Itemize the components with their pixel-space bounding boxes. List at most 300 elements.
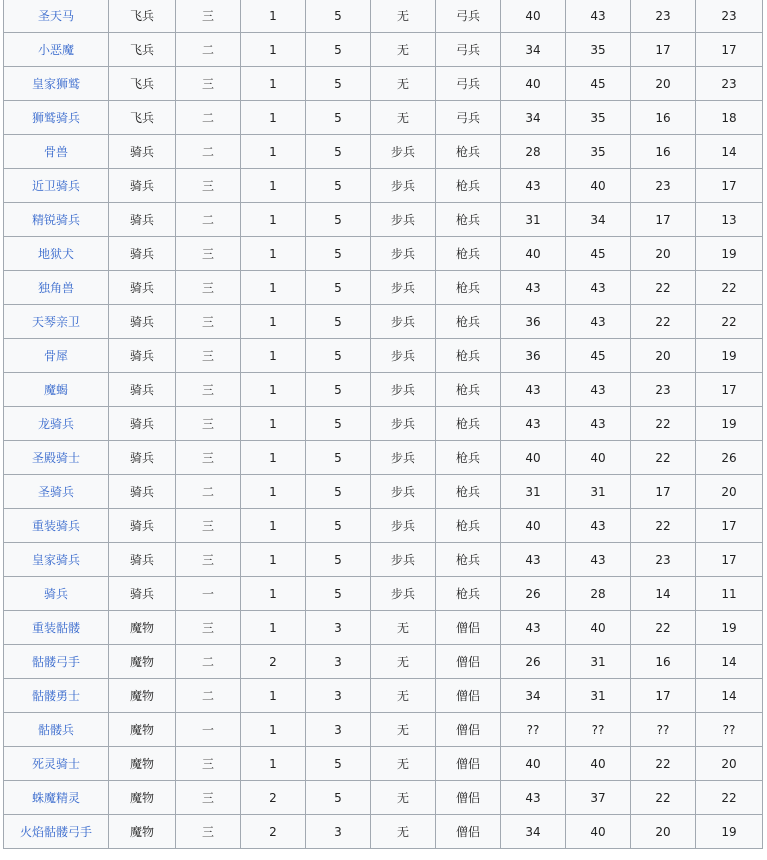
unit-tier: 三 <box>176 0 241 33</box>
counter-type: 步兵 <box>371 339 436 373</box>
counter-type: 步兵 <box>371 373 436 407</box>
unit-name-link[interactable]: 独角兽 <box>4 271 109 305</box>
unit-name-link[interactable]: 圣天马 <box>4 0 109 33</box>
weak-against: 僧侣 <box>436 781 501 815</box>
table-row <box>4 407 763 441</box>
weak-against: 弓兵 <box>436 101 501 135</box>
unit-type: 骑兵 <box>109 475 176 509</box>
cell-value-1: 1 <box>241 373 306 407</box>
stat-3: 22 <box>631 407 696 441</box>
table-row <box>4 67 763 101</box>
stat-2: 31 <box>566 475 631 509</box>
counter-type: 步兵 <box>371 407 436 441</box>
stat-4: 17 <box>696 509 763 543</box>
unit-tier: 二 <box>176 203 241 237</box>
stat-1: 26 <box>501 577 566 611</box>
stat-3: 17 <box>631 33 696 67</box>
stat-4: 14 <box>696 679 763 713</box>
unit-name-link[interactable]: 天琴亲卫 <box>4 305 109 339</box>
stat-3: 20 <box>631 815 696 849</box>
cell-value-1: 1 <box>241 339 306 373</box>
weak-against: 僧侣 <box>436 747 501 781</box>
unit-name-link[interactable]: 小恶魔 <box>4 33 109 67</box>
table-row <box>4 305 763 339</box>
unit-tier: 三 <box>176 67 241 101</box>
unit-name-link[interactable]: 骑兵 <box>4 577 109 611</box>
unit-name-link[interactable]: 骷髅弓手 <box>4 645 109 679</box>
cell-value-1: 1 <box>241 305 306 339</box>
weak-against: 僧侣 <box>436 645 501 679</box>
weak-against: 僧侣 <box>436 679 501 713</box>
unit-name-link[interactable]: 重装骷髅 <box>4 611 109 645</box>
cell-value-2: 3 <box>306 815 371 849</box>
weak-against: 枪兵 <box>436 373 501 407</box>
cell-value-2: 5 <box>306 33 371 67</box>
stat-2: 40 <box>566 441 631 475</box>
counter-type: 步兵 <box>371 237 436 271</box>
unit-name-link[interactable]: 魔蝎 <box>4 373 109 407</box>
table-row <box>4 543 763 577</box>
stat-4: 13 <box>696 203 763 237</box>
counter-type: 步兵 <box>371 475 436 509</box>
stat-1: 31 <box>501 475 566 509</box>
stat-4: 14 <box>696 135 763 169</box>
unit-tier: 三 <box>176 747 241 781</box>
cell-value-1: 2 <box>241 781 306 815</box>
stat-1: 34 <box>501 33 566 67</box>
stat-1: 43 <box>501 169 566 203</box>
stat-4: 17 <box>696 169 763 203</box>
unit-tier: 三 <box>176 543 241 577</box>
stat-4: 19 <box>696 815 763 849</box>
stat-3: 22 <box>631 441 696 475</box>
unit-name-link[interactable]: 圣殿骑士 <box>4 441 109 475</box>
stat-1: 36 <box>501 305 566 339</box>
table-row <box>4 271 763 305</box>
stat-2: 43 <box>566 407 631 441</box>
unit-type: 骑兵 <box>109 203 176 237</box>
unit-type: 飞兵 <box>109 101 176 135</box>
unit-type: 骑兵 <box>109 577 176 611</box>
table-row <box>4 509 763 543</box>
unit-type: 骑兵 <box>109 237 176 271</box>
counter-type: 无 <box>371 713 436 747</box>
unit-tier: 二 <box>176 101 241 135</box>
cell-value-1: 1 <box>241 407 306 441</box>
unit-type: 飞兵 <box>109 67 176 101</box>
unit-name-link[interactable]: 骷髅勇士 <box>4 679 109 713</box>
unit-tier: 三 <box>176 441 241 475</box>
counter-type: 步兵 <box>371 203 436 237</box>
unit-name-link[interactable]: 骨犀 <box>4 339 109 373</box>
table-row <box>4 577 763 611</box>
cell-value-1: 1 <box>241 33 306 67</box>
cell-value-1: 1 <box>241 203 306 237</box>
cell-value-2: 5 <box>306 543 371 577</box>
counter-type: 无 <box>371 747 436 781</box>
stat-4: ?? <box>696 713 763 747</box>
unit-type: 魔物 <box>109 747 176 781</box>
counter-type: 步兵 <box>371 543 436 577</box>
unit-type: 魔物 <box>109 645 176 679</box>
unit-name-link[interactable]: 精锐骑兵 <box>4 203 109 237</box>
unit-type: 飞兵 <box>109 0 176 33</box>
stat-3: 23 <box>631 373 696 407</box>
stat-1: 40 <box>501 67 566 101</box>
stat-3: 20 <box>631 237 696 271</box>
stat-2: 40 <box>566 747 631 781</box>
stat-2: ?? <box>566 713 631 747</box>
cell-value-1: 1 <box>241 67 306 101</box>
unit-type: 魔物 <box>109 611 176 645</box>
unit-name-link[interactable]: 蛛魔精灵 <box>4 781 109 815</box>
weak-against: 枪兵 <box>436 509 501 543</box>
unit-tier: 三 <box>176 781 241 815</box>
unit-type: 骑兵 <box>109 441 176 475</box>
cell-value-1: 1 <box>241 237 306 271</box>
cell-value-2: 5 <box>306 577 371 611</box>
counter-type: 步兵 <box>371 271 436 305</box>
unit-tier: 三 <box>176 305 241 339</box>
stat-1: 34 <box>501 101 566 135</box>
stat-4: 18 <box>696 101 763 135</box>
stat-3: 16 <box>631 645 696 679</box>
cell-value-1: 1 <box>241 509 306 543</box>
stat-3: 22 <box>631 781 696 815</box>
unit-name-link[interactable]: 皇家骑兵 <box>4 543 109 577</box>
unit-tier: 三 <box>176 611 241 645</box>
stat-1: 43 <box>501 407 566 441</box>
cell-value-1: 1 <box>241 169 306 203</box>
counter-type: 无 <box>371 645 436 679</box>
stat-2: 43 <box>566 0 631 33</box>
table-row <box>4 475 763 509</box>
stat-3: 23 <box>631 169 696 203</box>
weak-against: 枪兵 <box>436 169 501 203</box>
weak-against: 枪兵 <box>436 407 501 441</box>
cell-value-2: 5 <box>306 407 371 441</box>
stat-3: 22 <box>631 747 696 781</box>
weak-against: 弓兵 <box>436 67 501 101</box>
unit-type: 骑兵 <box>109 169 176 203</box>
cell-value-2: 5 <box>306 339 371 373</box>
table-row <box>4 679 763 713</box>
counter-type: 无 <box>371 781 436 815</box>
table-row <box>4 373 763 407</box>
counter-type: 无 <box>371 101 436 135</box>
stat-3: 22 <box>631 271 696 305</box>
weak-against: 枪兵 <box>436 475 501 509</box>
weak-against: 弓兵 <box>436 0 501 33</box>
stat-3: 20 <box>631 67 696 101</box>
weak-against: 枪兵 <box>436 271 501 305</box>
unit-tier: 二 <box>176 33 241 67</box>
stat-2: 37 <box>566 781 631 815</box>
unit-tier: 一 <box>176 713 241 747</box>
cell-value-2: 3 <box>306 611 371 645</box>
unit-name-link[interactable]: 狮鹫骑兵 <box>4 101 109 135</box>
counter-type: 无 <box>371 0 436 33</box>
cell-value-1: 1 <box>241 135 306 169</box>
stat-2: 34 <box>566 203 631 237</box>
unit-stats-table <box>3 0 763 849</box>
cell-value-1: 1 <box>241 543 306 577</box>
stat-4: 19 <box>696 237 763 271</box>
table-row <box>4 135 763 169</box>
weak-against: 僧侣 <box>436 815 501 849</box>
unit-name-link[interactable]: 皇家狮鹫 <box>4 67 109 101</box>
weak-against: 枪兵 <box>436 577 501 611</box>
unit-type: 骑兵 <box>109 509 176 543</box>
stat-4: 26 <box>696 441 763 475</box>
cell-value-2: 5 <box>306 747 371 781</box>
stat-4: 20 <box>696 475 763 509</box>
unit-tier: 三 <box>176 169 241 203</box>
stat-1: 40 <box>501 747 566 781</box>
cell-value-2: 5 <box>306 67 371 101</box>
table-row <box>4 781 763 815</box>
stat-1: 31 <box>501 203 566 237</box>
unit-name-link[interactable]: 骷髅兵 <box>4 713 109 747</box>
stat-2: 35 <box>566 33 631 67</box>
cell-value-1: 1 <box>241 679 306 713</box>
stat-4: 19 <box>696 407 763 441</box>
table-row <box>4 203 763 237</box>
stat-3: 20 <box>631 339 696 373</box>
stat-3: 16 <box>631 101 696 135</box>
unit-tier: 三 <box>176 339 241 373</box>
stat-3: 14 <box>631 577 696 611</box>
counter-type: 步兵 <box>371 441 436 475</box>
stat-2: 35 <box>566 135 631 169</box>
weak-against: 枪兵 <box>436 305 501 339</box>
unit-type: 骑兵 <box>109 271 176 305</box>
table-row <box>4 33 763 67</box>
cell-value-1: 1 <box>241 611 306 645</box>
cell-value-2: 3 <box>306 713 371 747</box>
table-row <box>4 339 763 373</box>
stat-1: 36 <box>501 339 566 373</box>
cell-value-2: 5 <box>306 373 371 407</box>
counter-type: 步兵 <box>371 135 436 169</box>
stat-2: 31 <box>566 645 631 679</box>
table-row <box>4 645 763 679</box>
stat-4: 17 <box>696 373 763 407</box>
table-body <box>4 0 763 849</box>
table-row <box>4 169 763 203</box>
stat-4: 22 <box>696 781 763 815</box>
counter-type: 步兵 <box>371 509 436 543</box>
stat-3: 17 <box>631 475 696 509</box>
unit-tier: 三 <box>176 407 241 441</box>
stat-1: 40 <box>501 237 566 271</box>
counter-type: 步兵 <box>371 305 436 339</box>
stat-2: 45 <box>566 339 631 373</box>
stat-1: 40 <box>501 0 566 33</box>
stat-2: 35 <box>566 101 631 135</box>
stat-1: 43 <box>501 373 566 407</box>
unit-type: 骑兵 <box>109 373 176 407</box>
unit-tier: 二 <box>176 645 241 679</box>
weak-against: 枪兵 <box>436 543 501 577</box>
weak-against: 枪兵 <box>436 203 501 237</box>
stat-2: 43 <box>566 305 631 339</box>
stat-2: 40 <box>566 815 631 849</box>
cell-value-1: 1 <box>241 101 306 135</box>
stat-2: 45 <box>566 67 631 101</box>
table-row <box>4 713 763 747</box>
stat-2: 43 <box>566 509 631 543</box>
cell-value-2: 5 <box>306 101 371 135</box>
unit-name-link[interactable]: 地狱犬 <box>4 237 109 271</box>
stat-4: 11 <box>696 577 763 611</box>
unit-type: 魔物 <box>109 679 176 713</box>
unit-name-link[interactable]: 火焰骷髅弓手 <box>4 815 109 849</box>
counter-type: 无 <box>371 815 436 849</box>
cell-value-1: 1 <box>241 0 306 33</box>
unit-tier: 二 <box>176 475 241 509</box>
unit-type: 飞兵 <box>109 33 176 67</box>
cell-value-2: 5 <box>306 781 371 815</box>
stat-1: 34 <box>501 815 566 849</box>
table-row <box>4 237 763 271</box>
stat-2: 40 <box>566 169 631 203</box>
counter-type: 步兵 <box>371 169 436 203</box>
unit-type: 魔物 <box>109 815 176 849</box>
stat-2: 43 <box>566 373 631 407</box>
weak-against: 僧侣 <box>436 713 501 747</box>
stat-1: 34 <box>501 679 566 713</box>
unit-name-link[interactable]: 重装骑兵 <box>4 509 109 543</box>
stat-4: 20 <box>696 747 763 781</box>
unit-type: 骑兵 <box>109 543 176 577</box>
stat-3: ?? <box>631 713 696 747</box>
unit-tier: 三 <box>176 237 241 271</box>
unit-type: 魔物 <box>109 713 176 747</box>
stat-3: 23 <box>631 543 696 577</box>
stat-4: 14 <box>696 645 763 679</box>
table-row <box>4 0 763 33</box>
weak-against: 弓兵 <box>436 33 501 67</box>
unit-type: 魔物 <box>109 781 176 815</box>
stat-3: 16 <box>631 135 696 169</box>
stat-4: 23 <box>696 0 763 33</box>
weak-against: 枪兵 <box>436 135 501 169</box>
stat-4: 17 <box>696 33 763 67</box>
stat-2: 43 <box>566 543 631 577</box>
cell-value-2: 5 <box>306 475 371 509</box>
table-row <box>4 101 763 135</box>
stat-1: ?? <box>501 713 566 747</box>
stat-2: 31 <box>566 679 631 713</box>
unit-name-link[interactable]: 圣骑兵 <box>4 475 109 509</box>
unit-type: 骑兵 <box>109 339 176 373</box>
cell-value-2: 5 <box>306 135 371 169</box>
cell-value-1: 1 <box>241 475 306 509</box>
weak-against: 枪兵 <box>436 339 501 373</box>
stat-1: 43 <box>501 543 566 577</box>
table-row <box>4 747 763 781</box>
stat-4: 19 <box>696 611 763 645</box>
unit-name-link[interactable]: 死灵骑士 <box>4 747 109 781</box>
unit-tier: 一 <box>176 577 241 611</box>
stat-3: 22 <box>631 611 696 645</box>
weak-against: 枪兵 <box>436 237 501 271</box>
cell-value-1: 1 <box>241 271 306 305</box>
unit-tier: 三 <box>176 373 241 407</box>
stat-3: 17 <box>631 679 696 713</box>
weak-against: 僧侣 <box>436 611 501 645</box>
cell-value-2: 3 <box>306 645 371 679</box>
stat-2: 28 <box>566 577 631 611</box>
stat-4: 17 <box>696 543 763 577</box>
cell-value-1: 1 <box>241 713 306 747</box>
cell-value-2: 5 <box>306 237 371 271</box>
unit-name-link[interactable]: 骨兽 <box>4 135 109 169</box>
cell-value-1: 1 <box>241 577 306 611</box>
cell-value-2: 5 <box>306 203 371 237</box>
unit-name-link[interactable]: 龙骑兵 <box>4 407 109 441</box>
cell-value-2: 5 <box>306 0 371 33</box>
table-row <box>4 441 763 475</box>
stat-2: 40 <box>566 611 631 645</box>
unit-type: 骑兵 <box>109 305 176 339</box>
weak-against: 枪兵 <box>436 441 501 475</box>
unit-tier: 二 <box>176 679 241 713</box>
stat-1: 40 <box>501 509 566 543</box>
cell-value-1: 2 <box>241 645 306 679</box>
stat-2: 43 <box>566 271 631 305</box>
stat-3: 22 <box>631 305 696 339</box>
stat-1: 40 <box>501 441 566 475</box>
stat-4: 22 <box>696 271 763 305</box>
stat-3: 17 <box>631 203 696 237</box>
counter-type: 无 <box>371 67 436 101</box>
unit-name-link[interactable]: 近卫骑兵 <box>4 169 109 203</box>
stat-1: 43 <box>501 781 566 815</box>
cell-value-1: 1 <box>241 747 306 781</box>
stat-4: 19 <box>696 339 763 373</box>
unit-type: 骑兵 <box>109 407 176 441</box>
unit-type: 骑兵 <box>109 135 176 169</box>
cell-value-2: 5 <box>306 305 371 339</box>
counter-type: 无 <box>371 679 436 713</box>
stat-2: 45 <box>566 237 631 271</box>
stat-3: 22 <box>631 509 696 543</box>
stat-4: 23 <box>696 67 763 101</box>
stat-1: 43 <box>501 611 566 645</box>
stat-1: 43 <box>501 271 566 305</box>
unit-tier: 三 <box>176 271 241 305</box>
cell-value-2: 3 <box>306 679 371 713</box>
stat-1: 26 <box>501 645 566 679</box>
unit-tier: 三 <box>176 509 241 543</box>
stat-3: 23 <box>631 0 696 33</box>
table-row <box>4 815 763 849</box>
cell-value-2: 5 <box>306 169 371 203</box>
unit-tier: 三 <box>176 815 241 849</box>
table-row <box>4 611 763 645</box>
cell-value-2: 5 <box>306 509 371 543</box>
cell-value-2: 5 <box>306 271 371 305</box>
counter-type: 无 <box>371 611 436 645</box>
stat-1: 28 <box>501 135 566 169</box>
stat-4: 22 <box>696 305 763 339</box>
unit-tier: 二 <box>176 135 241 169</box>
counter-type: 步兵 <box>371 577 436 611</box>
cell-value-2: 5 <box>306 441 371 475</box>
cell-value-1: 1 <box>241 441 306 475</box>
